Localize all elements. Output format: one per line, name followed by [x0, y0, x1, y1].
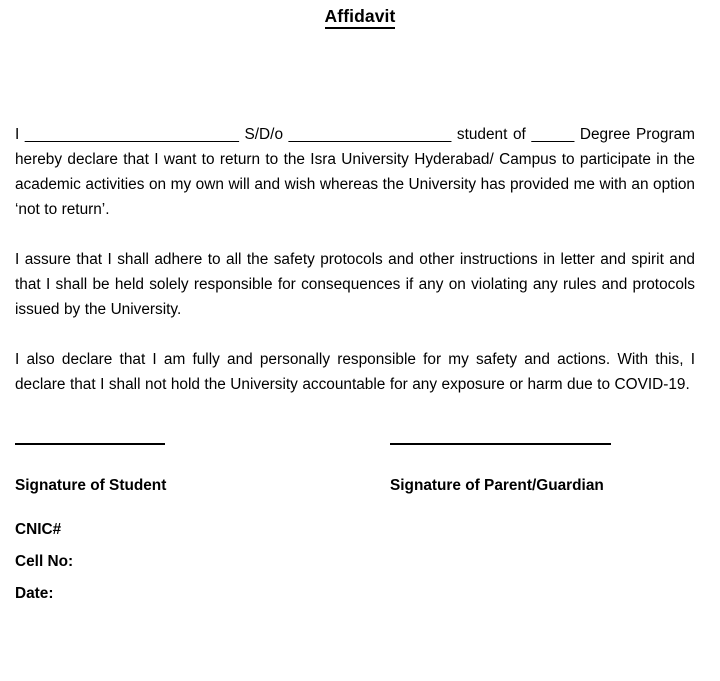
paragraph-assurance: I assure that I shall adhere to all the safety protocols and other instructions in letter and spirit and that I shall be held solely responsible for consequences if any on violating any rules and protocols issued by the University.	[15, 251, 695, 318]
page-title: Affidavit	[325, 6, 396, 29]
student-signature-line	[15, 443, 165, 445]
paragraph-responsibility: I also declare that I am fully and personally responsible for my safety and actions. With this, I declare that I shall not hold the University accountable for any exposure or harm due to COVID-19.	[15, 351, 695, 393]
title-row	[0, 6, 720, 29]
student-signature-label: Signature of Student	[15, 477, 167, 494]
paragraph-declaration: I _________________________ S/D/o ___________________ student of _____ Degree Program hereby declare that I want to return to the Isra University Hyderabad/ Campus to participate in the academic activities on my own will and wish whereas the University has provided me with an option ‘not to return’.	[15, 126, 695, 218]
guardian-signature-label: Signature of Parent/Guardian	[390, 477, 604, 494]
date-field-label: Date:	[15, 585, 54, 602]
document-body	[15, 122, 695, 397]
guardian-signature-line	[390, 443, 611, 445]
cnic-field-label: CNIC#	[15, 521, 62, 538]
cell-no-field-label: Cell No:	[15, 553, 74, 570]
